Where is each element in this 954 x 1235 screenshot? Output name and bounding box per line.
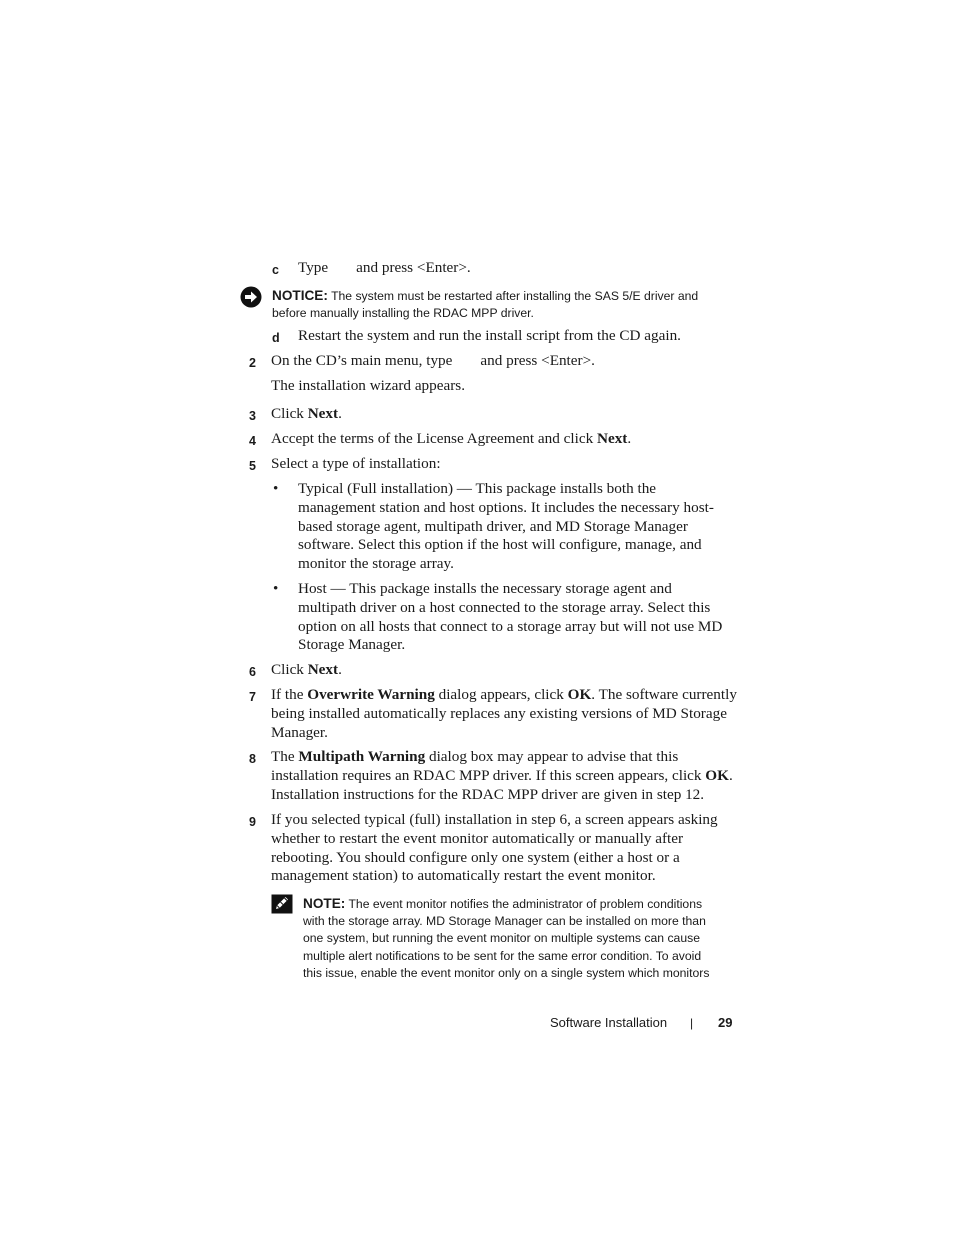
substep-d-text: Restart the system and run the install script from the CD again. [298, 327, 681, 344]
note-pencil-icon [271, 894, 293, 914]
step-6-text [271, 661, 739, 680]
step-4-pre: Accept the terms of the License Agreement and click [271, 430, 597, 447]
footer-section-title: Software Installation [550, 1015, 668, 1030]
next-label: Next [307, 661, 339, 678]
step-9-line: whether to restart the event monitor automatically or manually after [271, 829, 684, 847]
note-line: this issue, enable the event monitor only on a single system which monitors [303, 965, 710, 980]
next-label: Next [596, 430, 628, 447]
substep-letter: c [272, 263, 279, 277]
bullet-typical [298, 480, 738, 574]
footer-separator: | [690, 1016, 694, 1030]
step-number: 9 [249, 815, 256, 829]
step-6-pre: Click [271, 661, 308, 678]
step-number: 7 [249, 690, 256, 704]
bullet-line: Host — This package installs the necessary storage agent and [298, 580, 672, 597]
bullet-line: software. Select this option if the host will configure, manage, and [298, 536, 702, 554]
step-number: 4 [249, 434, 256, 448]
step-8-pre: The [271, 748, 299, 765]
step-9-line: rebooting. You should configure only one system (either a host or a [271, 848, 680, 866]
step-8-line2-pre: installation requires an RDAC MPP driver. If this screen appears, click [271, 766, 706, 784]
bullet-line: Typical (Full installation) — This package installs both the [298, 480, 657, 497]
substep-c-pre: Type [298, 259, 329, 276]
step-8-line: Installation instructions for the RDAC MPP driver are given in step 12. [271, 785, 705, 803]
bullet-line: monitor the storage array. [298, 555, 454, 573]
note-line: The event monitor notifies the administrator of problem conditions [348, 897, 703, 911]
bullet-line: multipath driver on a host connected to the storage array. Select this [298, 598, 711, 616]
step-2-followup: The installation wizard appears. [271, 377, 465, 394]
step-8-line2-post: . [728, 766, 733, 784]
step-7-mid: dialog appears, click [434, 686, 568, 703]
note-line: multiple alert notifications to be sent for the same error condition. To avoid [303, 948, 702, 963]
bullet-line: management station and host options. It includes the necessary host- [298, 498, 714, 516]
ok-label: OK [567, 686, 592, 703]
notice-arrow-icon [240, 286, 262, 308]
overwrite-warning-label: Overwrite Warning [307, 686, 435, 703]
bullet-host [298, 580, 738, 655]
bullet-line: option on all hosts that connect to a storage array but will not use MD [298, 617, 723, 635]
bullet-mark: • [273, 480, 279, 497]
note-lead: NOTE: [303, 896, 346, 911]
notice-block [272, 287, 742, 322]
step-4-post: . [627, 430, 632, 447]
substep-c-post: and press <Enter>. [356, 259, 471, 276]
footer-page-number: 29 [718, 1015, 733, 1030]
step-8-text [271, 748, 739, 804]
step-3-post: . [338, 405, 342, 422]
step-number: 3 [249, 409, 256, 423]
step-number: 5 [249, 459, 256, 473]
notice-lead: NOTICE: [272, 288, 328, 303]
step-number: 8 [249, 752, 256, 766]
step-3-pre: Click [271, 405, 308, 422]
notice-line: before manually installing the RDAC MPP driver. [272, 306, 534, 321]
bullet-line: Storage Manager. [298, 636, 406, 654]
step-9-line: management station) to automatically restart the event monitor. [271, 867, 656, 885]
step-number: 2 [249, 356, 256, 370]
step-2-pre: On the CD’s main menu, type [271, 352, 453, 369]
step-9-line: If you selected typical (full) installation in step 6, a screen appears asking [271, 811, 718, 828]
note-block [303, 895, 743, 982]
step-7-line: being installed automatically replaces any existing versions of MD Storage [271, 704, 727, 722]
step-9-text [271, 811, 739, 886]
notice-line: The system must be restarted after installing the SAS 5/E driver and [331, 289, 699, 303]
ok-label: OK [705, 766, 729, 784]
step-3-text [271, 405, 739, 424]
multipath-warning-label: Multipath Warning [298, 748, 426, 765]
step-8-post: dialog box may appear to advise that this [425, 748, 679, 765]
step-7-text [271, 686, 739, 742]
substep-c-text [298, 259, 738, 278]
step-2-text [271, 352, 739, 371]
next-label: Next [307, 405, 339, 422]
step-4-text [271, 430, 739, 449]
step-6-post: . [338, 661, 342, 678]
note-line: one system, but running the event monitor on multiple systems can cause [303, 931, 700, 946]
step-5-text: Select a type of installation: [271, 455, 441, 472]
step-7-pre: If the [271, 686, 308, 703]
bullet-mark: • [273, 580, 279, 597]
bullet-line: based storage agent, multipath driver, and MD Storage Manager [298, 517, 688, 535]
note-line: with the storage array. MD Storage Manager can be installed on more than [303, 914, 706, 929]
step-2-post: and press <Enter>. [480, 352, 595, 369]
step-7-line: Manager. [271, 723, 328, 741]
step-7-post: . The software currently [591, 686, 737, 703]
step-number: 6 [249, 665, 256, 679]
substep-letter: d [272, 331, 280, 345]
